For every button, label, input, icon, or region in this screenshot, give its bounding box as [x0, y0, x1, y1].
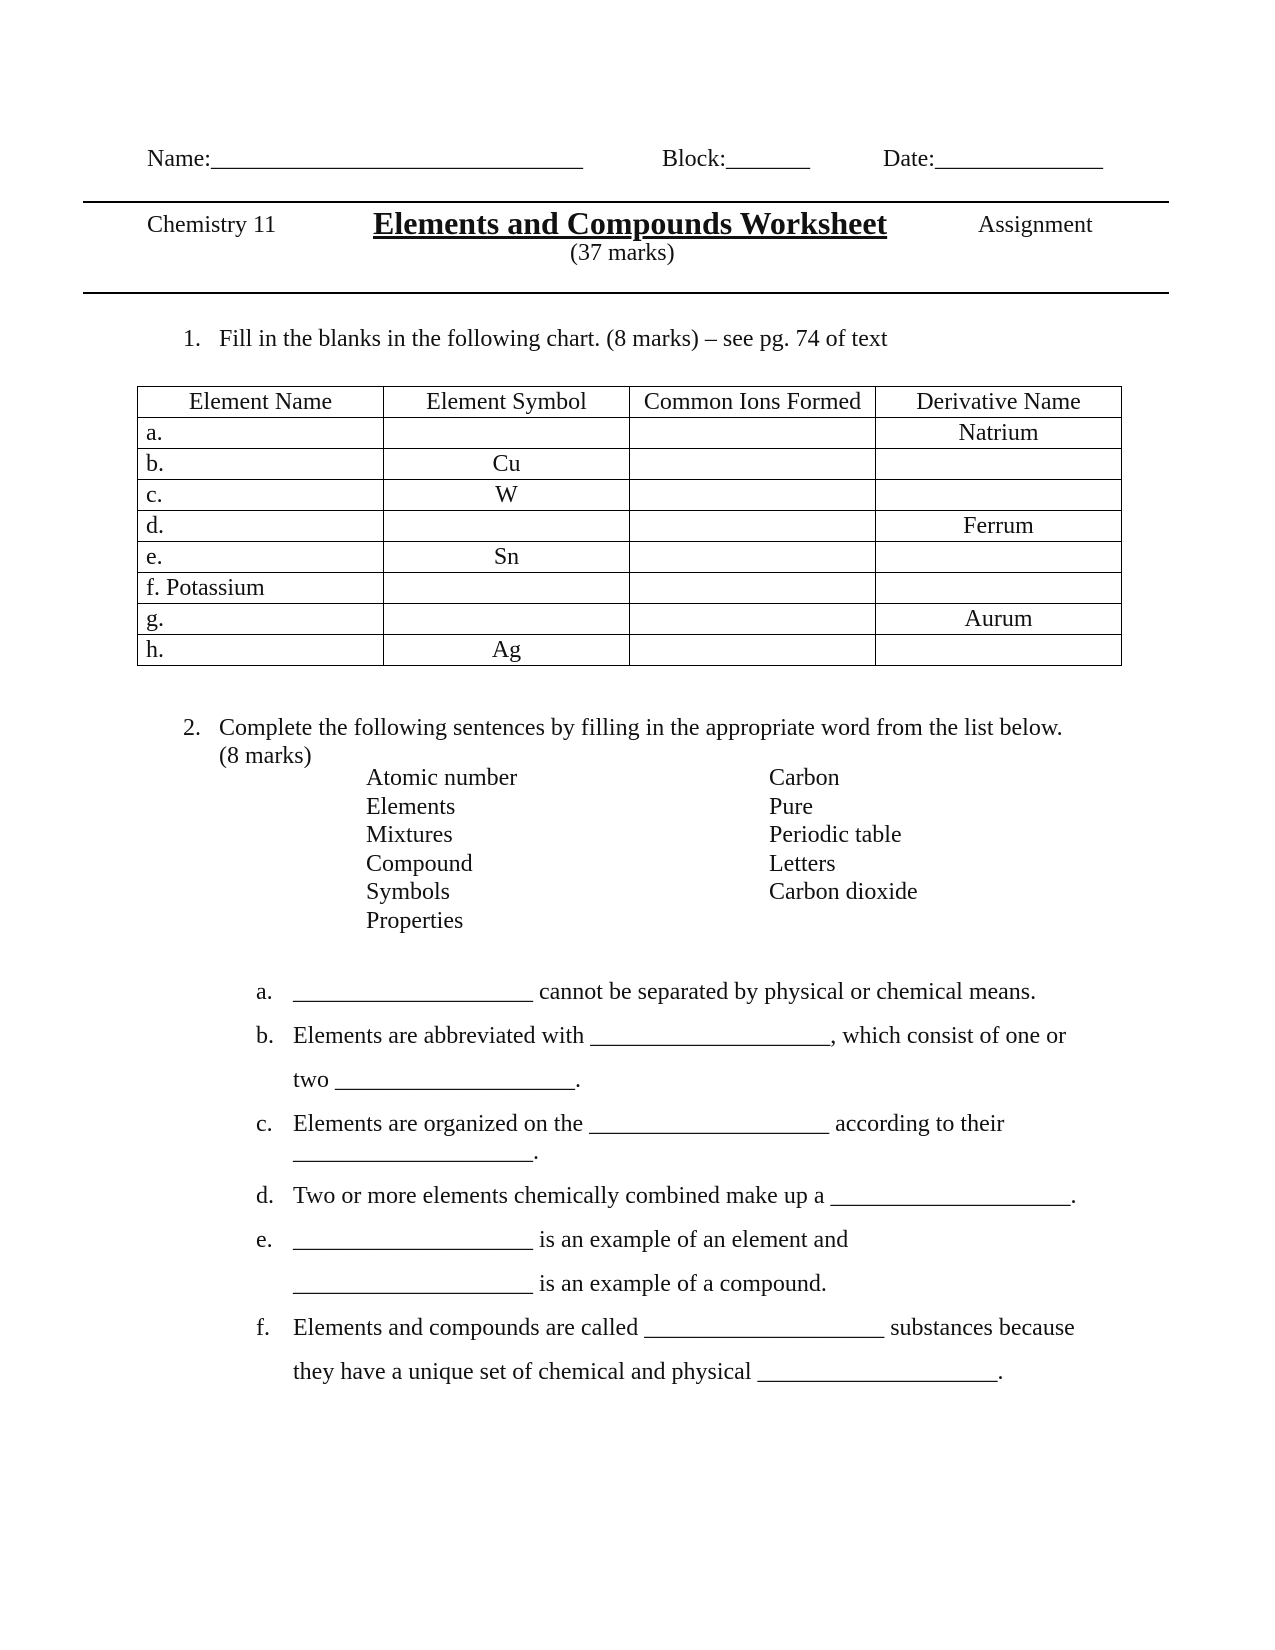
- item-a-label: a.: [256, 979, 273, 1005]
- cell-element-symbol[interactable]: Sn: [384, 542, 630, 573]
- sentence-a[interactable]: ____________________ cannot be separated by physical or chemical means.: [293, 979, 1037, 1005]
- header-derivative-name: Derivative Name: [876, 387, 1122, 418]
- header-element-name: Element Name: [138, 387, 384, 418]
- cell-derivative-name[interactable]: [876, 573, 1122, 604]
- word-list-item: Periodic table: [769, 822, 902, 848]
- item-f-label: f.: [256, 1315, 270, 1341]
- cell-element-name[interactable]: h.: [138, 635, 384, 666]
- assignment-label: Assignment: [978, 212, 1093, 238]
- cell-element-symbol[interactable]: [384, 573, 630, 604]
- cell-element-symbol[interactable]: Ag: [384, 635, 630, 666]
- q1-number: 1.: [183, 326, 201, 352]
- word-list-item: Pure: [769, 793, 813, 820]
- top-divider: [83, 201, 1169, 203]
- header-element-symbol: Element Symbol: [384, 387, 630, 418]
- cell-derivative-name[interactable]: Aurum: [876, 604, 1122, 635]
- table-row: [138, 480, 1122, 511]
- word-list-item: Atomic number: [366, 765, 518, 791]
- table-row: [138, 573, 1122, 604]
- table-row: [138, 511, 1122, 542]
- course-label: Chemistry 11: [147, 212, 277, 238]
- cell-derivative-name[interactable]: Natrium: [876, 418, 1122, 449]
- date-field[interactable]: Date:______________: [883, 146, 1103, 172]
- block-field[interactable]: Block:_______: [662, 146, 810, 172]
- sentence-b-continued[interactable]: two ____________________.: [293, 1067, 581, 1093]
- item-c-label: c.: [256, 1111, 273, 1137]
- table-row: [138, 604, 1122, 635]
- chart-header-row: [138, 387, 1122, 418]
- sentence-e[interactable]: ____________________ is an example of an element and: [293, 1227, 849, 1253]
- q2-text: Complete the following sentences by filling in the appropriate word from the list below.: [219, 715, 1063, 741]
- cell-element-name[interactable]: e.: [138, 542, 384, 573]
- header-common-ions: Common Ions Formed: [630, 387, 876, 418]
- cell-element-name[interactable]: c.: [138, 480, 384, 511]
- cell-derivative-name[interactable]: [876, 542, 1122, 573]
- cell-element-symbol[interactable]: Cu: [384, 449, 630, 480]
- sentence-c[interactable]: Elements are organized on the ____________________ according to their: [293, 1111, 1005, 1137]
- elements-chart: [137, 386, 1122, 666]
- q2-number: 2.: [183, 715, 201, 741]
- cell-common-ions[interactable]: [630, 418, 876, 449]
- cell-derivative-name[interactable]: [876, 635, 1122, 666]
- word-list-right: [769, 764, 918, 907]
- cell-element-symbol[interactable]: [384, 511, 630, 542]
- cell-common-ions[interactable]: [630, 542, 876, 573]
- cell-element-symbol[interactable]: [384, 604, 630, 635]
- sentence-b[interactable]: Elements are abbreviated with ____________________, which consist of one or: [293, 1023, 1067, 1049]
- sentence-f-continued[interactable]: they have a unique set of chemical and physical ____________________.: [293, 1359, 1004, 1385]
- table-row: [138, 418, 1122, 449]
- item-e-label: e.: [256, 1227, 273, 1253]
- cell-derivative-name[interactable]: [876, 480, 1122, 511]
- name-field[interactable]: Name:_______________________________: [147, 146, 583, 172]
- word-list-item: Carbon dioxide: [769, 879, 918, 905]
- item-d-label: d.: [256, 1183, 274, 1209]
- word-list-item: Elements: [366, 793, 456, 820]
- cell-common-ions[interactable]: [630, 449, 876, 480]
- cell-element-symbol[interactable]: [384, 418, 630, 449]
- cell-element-name[interactable]: b.: [138, 449, 384, 480]
- word-list-item: Letters: [769, 850, 836, 877]
- cell-element-name[interactable]: d.: [138, 511, 384, 542]
- word-list-item: Compound: [366, 850, 473, 877]
- sentence-c-continued[interactable]: ____________________.: [293, 1139, 539, 1165]
- word-list-item: Carbon: [769, 765, 840, 791]
- sentence-e-continued[interactable]: ____________________ is an example of a compound.: [293, 1271, 827, 1297]
- table-row: [138, 449, 1122, 480]
- table-row: [138, 635, 1122, 666]
- word-list-left: [366, 764, 517, 935]
- table-row: [138, 542, 1122, 573]
- cell-element-name[interactable]: a.: [138, 418, 384, 449]
- sentence-f[interactable]: Elements and compounds are called ____________________ substances because: [293, 1315, 1075, 1341]
- word-list-item: Properties: [366, 907, 464, 934]
- cell-element-name[interactable]: f. Potassium: [138, 573, 384, 604]
- page-title: Elements and Compounds Worksheet: [373, 205, 888, 241]
- q2-marks: (8 marks): [219, 743, 312, 769]
- cell-common-ions[interactable]: [630, 573, 876, 604]
- sentence-d[interactable]: Two or more elements chemically combined make up a ____________________.: [293, 1183, 1077, 1209]
- cell-derivative-name[interactable]: [876, 449, 1122, 480]
- word-list-item: Mixtures: [366, 822, 453, 848]
- item-b-label: b.: [256, 1023, 274, 1049]
- cell-common-ions[interactable]: [630, 480, 876, 511]
- word-list-item: Symbols: [366, 879, 451, 905]
- cell-element-name[interactable]: g.: [138, 604, 384, 635]
- total-marks: (37 marks): [570, 240, 675, 266]
- cell-common-ions[interactable]: [630, 511, 876, 542]
- cell-derivative-name[interactable]: Ferrum: [876, 511, 1122, 542]
- cell-common-ions[interactable]: [630, 635, 876, 666]
- q1-text: Fill in the blanks in the following chart. (8 marks) – see pg. 74 of text: [219, 326, 888, 352]
- bottom-divider: [83, 292, 1169, 294]
- cell-element-symbol[interactable]: W: [384, 480, 630, 511]
- cell-common-ions[interactable]: [630, 604, 876, 635]
